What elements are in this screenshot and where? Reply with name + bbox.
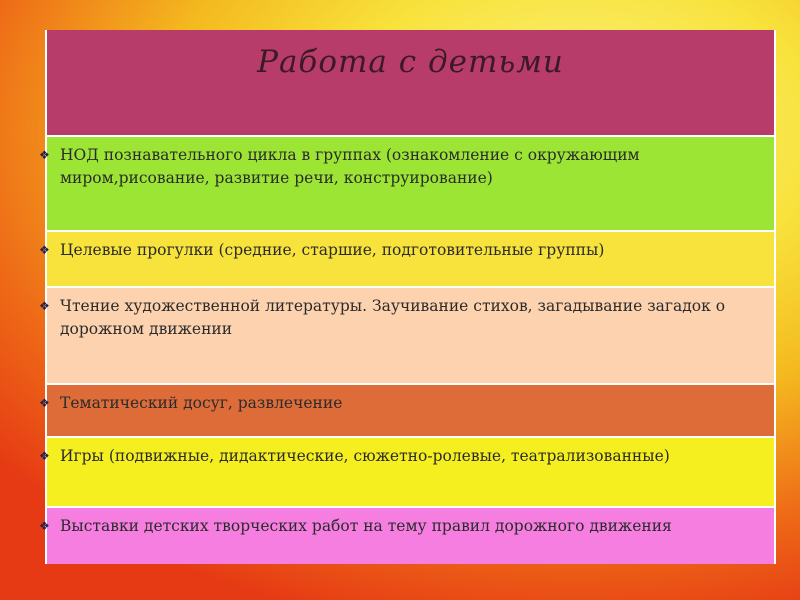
row-text: Игры (подвижные, дидактические, сюжетно-ролевые, театрализованные) xyxy=(60,447,670,465)
row-text: Выставки детских творческих работ на тему правил дорожного движения xyxy=(60,517,672,535)
row-text: НОД познавательного цикла в группах (ознакомление с окружающим миром,рисование, развитие речи, конструирование) xyxy=(60,146,640,187)
diamond-bullet-icon: ❖ xyxy=(39,396,50,410)
row-text: Тематический досуг, развлечение xyxy=(60,394,343,412)
row-text: Чтение художественной литературы. Заучивание стихов, загадывание загадок о дорожном движении xyxy=(60,297,726,338)
table-row xyxy=(39,385,774,438)
diamond-bullet-icon: ❖ xyxy=(39,148,50,162)
diamond-bullet-icon: ❖ xyxy=(39,519,50,533)
table-row xyxy=(39,438,774,508)
table-header xyxy=(47,30,774,137)
slide-title: Работа с детьми xyxy=(257,44,564,80)
table-row xyxy=(39,137,774,232)
table-row xyxy=(39,508,774,564)
diamond-bullet-icon: ❖ xyxy=(39,449,50,463)
table-row xyxy=(39,288,774,385)
table-row xyxy=(39,232,774,288)
diamond-bullet-icon: ❖ xyxy=(39,243,50,257)
diamond-bullet-icon: ❖ xyxy=(39,299,50,313)
content-table xyxy=(39,30,776,564)
row-text: Целевые прогулки (средние, старшие, подготовительные группы) xyxy=(60,241,605,259)
